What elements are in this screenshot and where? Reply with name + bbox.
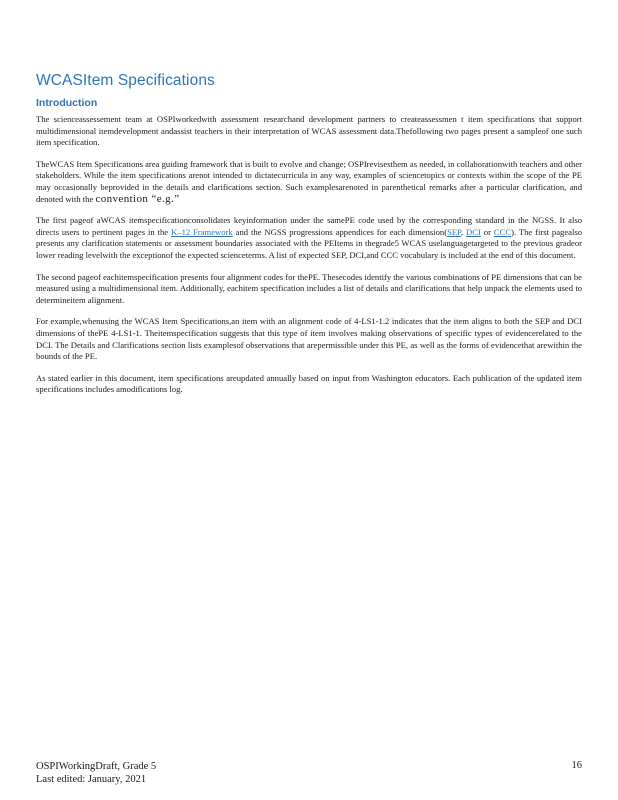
section-heading-introduction: Introduction [36, 97, 98, 109]
k12-framework-link[interactable]: K–12 Framework [171, 226, 233, 237]
paragraph-5: For example,whenusing the WCAS Item Specifications,an item with an alignment code of 4-LS1-1.2 indicates that the item aligns to both the SEP and DCI dimensions of thePE 4-LS1-1. Theitemspecification suggests that this type of item involves making observations of specific types of evidencerelated to the DCI. The Details and Clarifications section lists examplesof observations that arepermissible under this PE, as well as the forms of evidencethat arewithin the bounds of the PE. [36, 316, 582, 362]
ccc-link[interactable]: CCC [493, 226, 512, 237]
paragraph-2-text: TheWCAS Item Specifications area guiding framework that is built to evolve and change; OSPIrevisesthem as needed, in collaborationwith teachers and other stakeholders. While the item specifications arenot intended to dictatecurricula in any way, examples of sciencetopics or contexts within the scope of the PE may occasionally beprovided in the details and clarifications section. Such examplesarenoted in parenthetical remarks after a particular clarification, and denoted with the [36, 158, 582, 204]
paragraph-2-convention: convention “e.g.” [95, 192, 180, 205]
document-body [36, 114, 582, 406]
paragraph-3-text-b: and the NGSS progressions appendices for each dimension( [235, 226, 448, 237]
page-footer [36, 760, 156, 786]
page-title: WCASItem Specifications [36, 72, 215, 89]
paragraph-2 [36, 159, 582, 205]
footer-draft-label: OSPIWorkingDraft, Grade 5 [36, 761, 157, 772]
paragraph-3-text-a: The first pageof aWCAS itemspecificationconsolidates keyinformation under the samePE code used by the corresponding standard in the NGSS. It also directs users to pertinent pages in the [36, 215, 582, 237]
separator-or: or [483, 226, 491, 237]
footer-last-edited: Last edited: January, 2021 [36, 774, 147, 785]
separator-comma: , [460, 226, 464, 237]
dci-link[interactable]: DCI [466, 226, 481, 237]
sep-link[interactable]: SEP [447, 226, 461, 237]
paragraph-4: The second pageof eachitemspecification presents four alignment codes for thePE. Thesecodes identify the various combinations of PE dimensions that can be measured using a multidimensional item. Additionally, eachitem specification includes a list of details and clarifications that help unpack the elements used to determineitem alignment. [36, 271, 582, 305]
page-number: 16 [571, 760, 582, 771]
paragraph-3-text-c: ). The first pagealso presents any clarification statements or assessment boundaries associated with the PEItems in thegrade5 WCAS uselanguagetargeted to the previous gradeor lower reading levelwith the exceptionof the expected scienceterms. A list of expected SEP, DCI,and CCC vocabulary is included at the end of this document. [36, 226, 582, 260]
paragraph-1: The scienceassessement team at OSPIworkedwith assessment researchand development partners to createassessmen t item specifications that support multidimensional itemdevelopment andassist teachers in their interpretation of WCAS assessment data.Thefollowing two pages present a sampleof one such item specification. [36, 114, 582, 148]
paragraph-6: As stated earlier in this document, item specifications areupdated annually based on input from Washington educators. Each publication of the updated item specifications includes amodifications log. [36, 372, 582, 395]
paragraph-3 [36, 215, 582, 261]
